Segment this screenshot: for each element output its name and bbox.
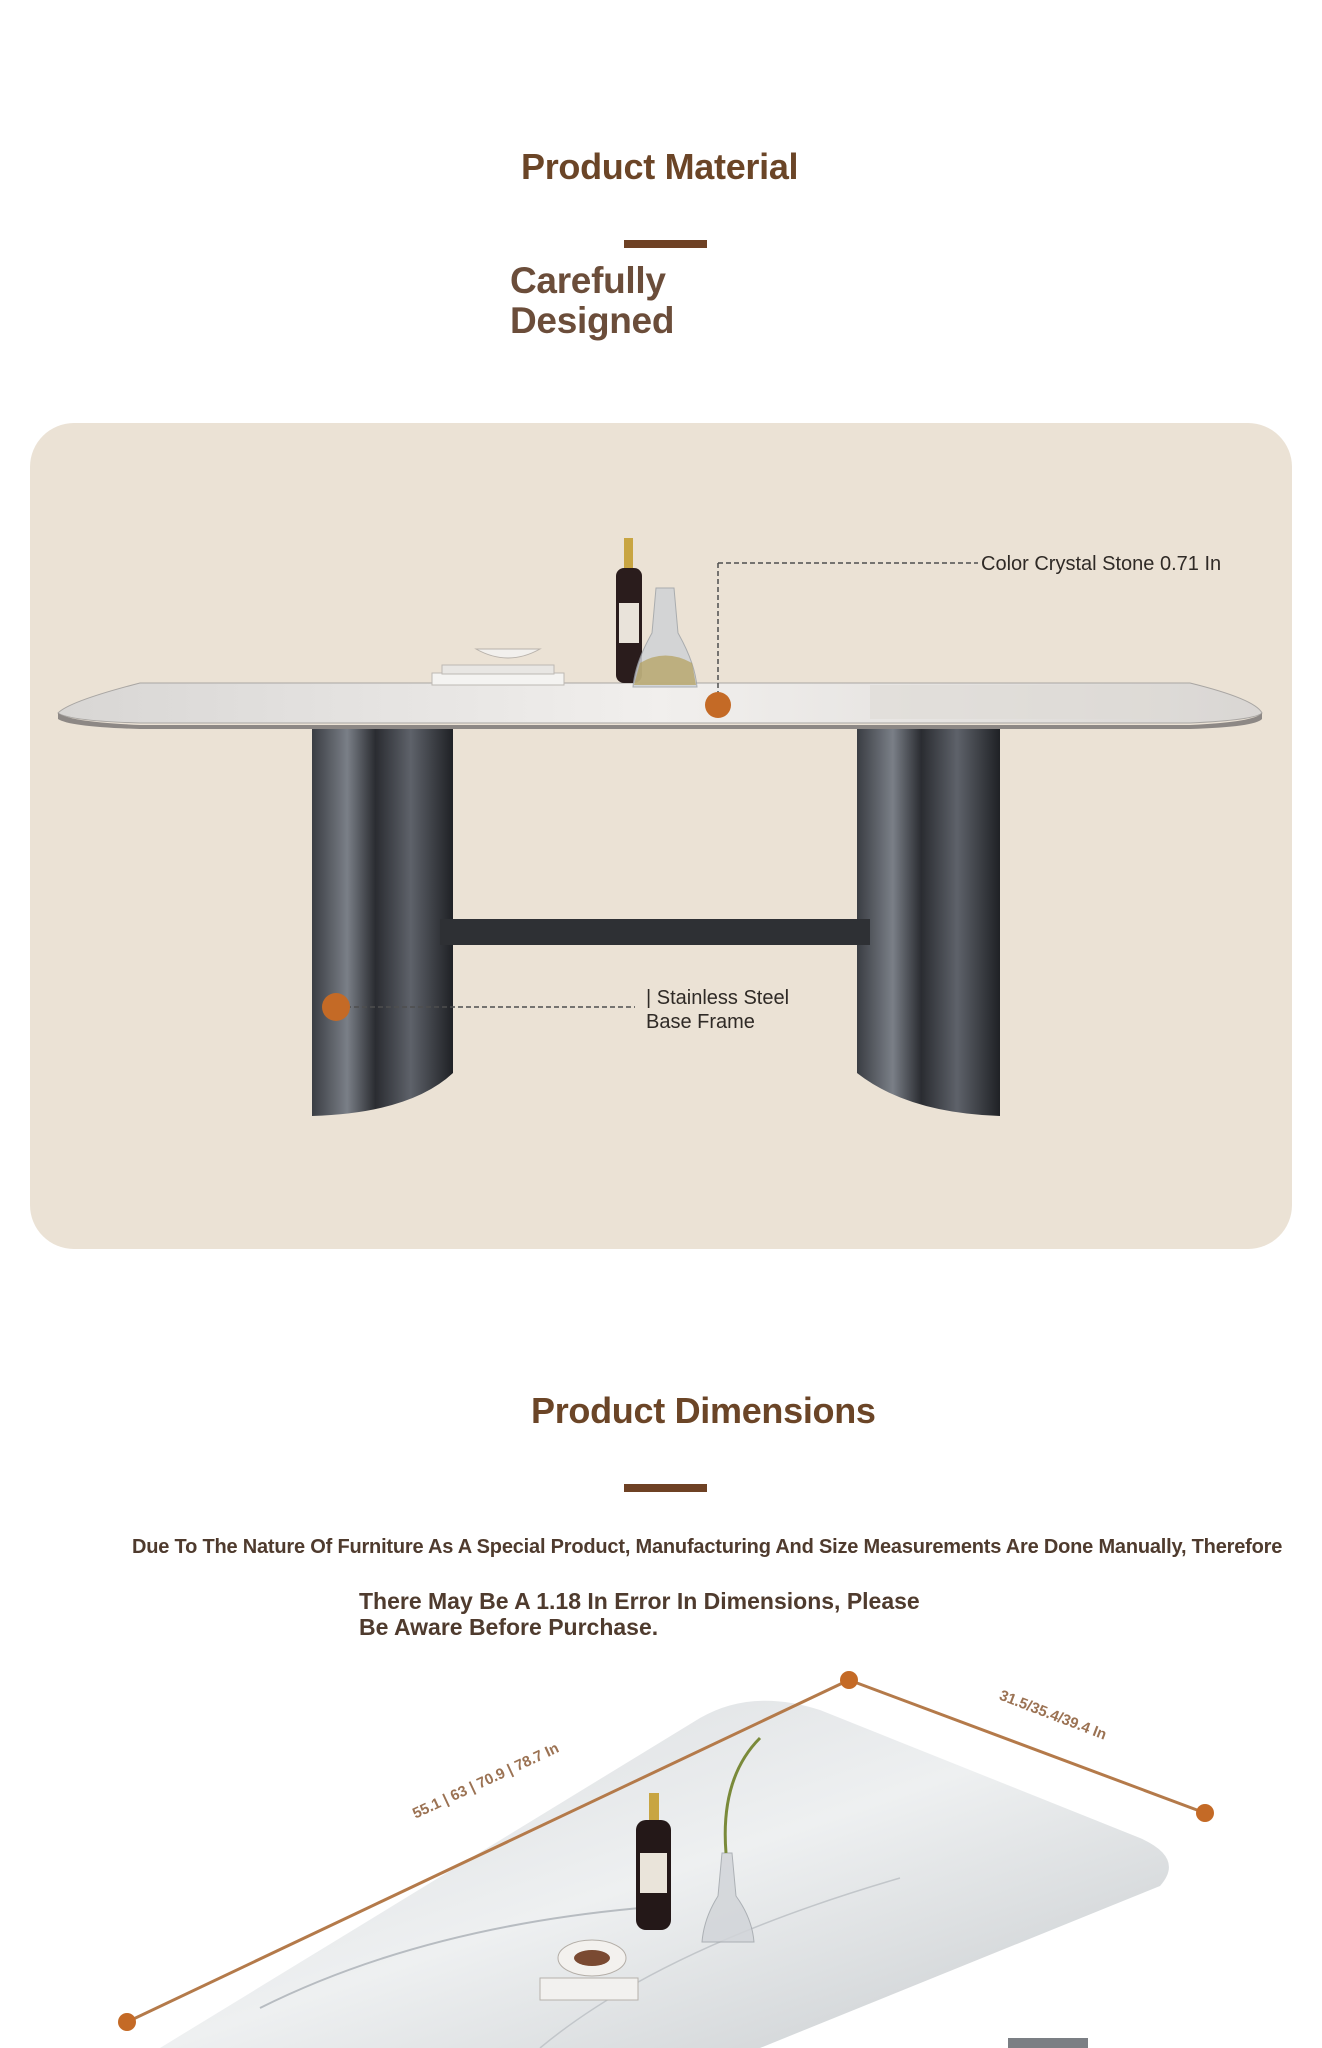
right-leg — [857, 729, 1000, 1116]
decor-wine-bottle — [616, 538, 642, 683]
length-dimension-label: 55.1 | 63 | 70.9 | 78.7 In — [410, 1739, 562, 1823]
subheading-line-1: Carefully — [510, 260, 666, 301]
dimensions-notice-line2a: There May Be A 1.18 In Error In Dimensions, Please — [359, 1588, 920, 1614]
material-divider — [624, 240, 707, 248]
dimensions-illustration — [0, 1628, 1322, 2048]
material-panel — [30, 423, 1292, 1249]
decor-vase — [633, 588, 697, 687]
width-dimension-label: 31.5/35.4/39.4 In — [996, 1687, 1109, 1744]
dim-dot-left — [118, 2013, 136, 2031]
decor-books-bowl — [432, 649, 564, 685]
dimensions-heading: Product Dimensions — [531, 1390, 876, 1431]
dimensions-notice-line1: Due To The Nature Of Furniture As A Special Product, Manufacturing And Size Measurements Are Done Manually, Therefore — [132, 1536, 1283, 1558]
callout-label-tabletop: Color Crystal Stone 0.71 In — [981, 553, 1222, 575]
tabletop — [58, 683, 1262, 729]
dimensions-divider — [624, 1484, 707, 1492]
callout-dot-tabletop — [705, 692, 731, 718]
callout-dot-base — [322, 993, 350, 1021]
dim-dot-right — [1196, 1804, 1214, 1822]
material-subheading — [510, 261, 674, 341]
callout-label-base-line1: | Stainless Steel — [646, 987, 790, 1009]
table-illustration — [30, 423, 1292, 1249]
subheading-line-2: Designed — [510, 300, 675, 341]
crossbar — [440, 919, 870, 945]
material-heading: Product Material — [521, 146, 799, 187]
left-leg — [312, 729, 453, 1116]
dimensions-notice-line2b: Be Aware Before Purchase. — [359, 1614, 659, 1640]
dim-dot-top — [840, 1671, 858, 1689]
callout-label-base — [646, 986, 789, 1034]
callout-label-base-line2: Base Frame — [646, 1011, 755, 1033]
